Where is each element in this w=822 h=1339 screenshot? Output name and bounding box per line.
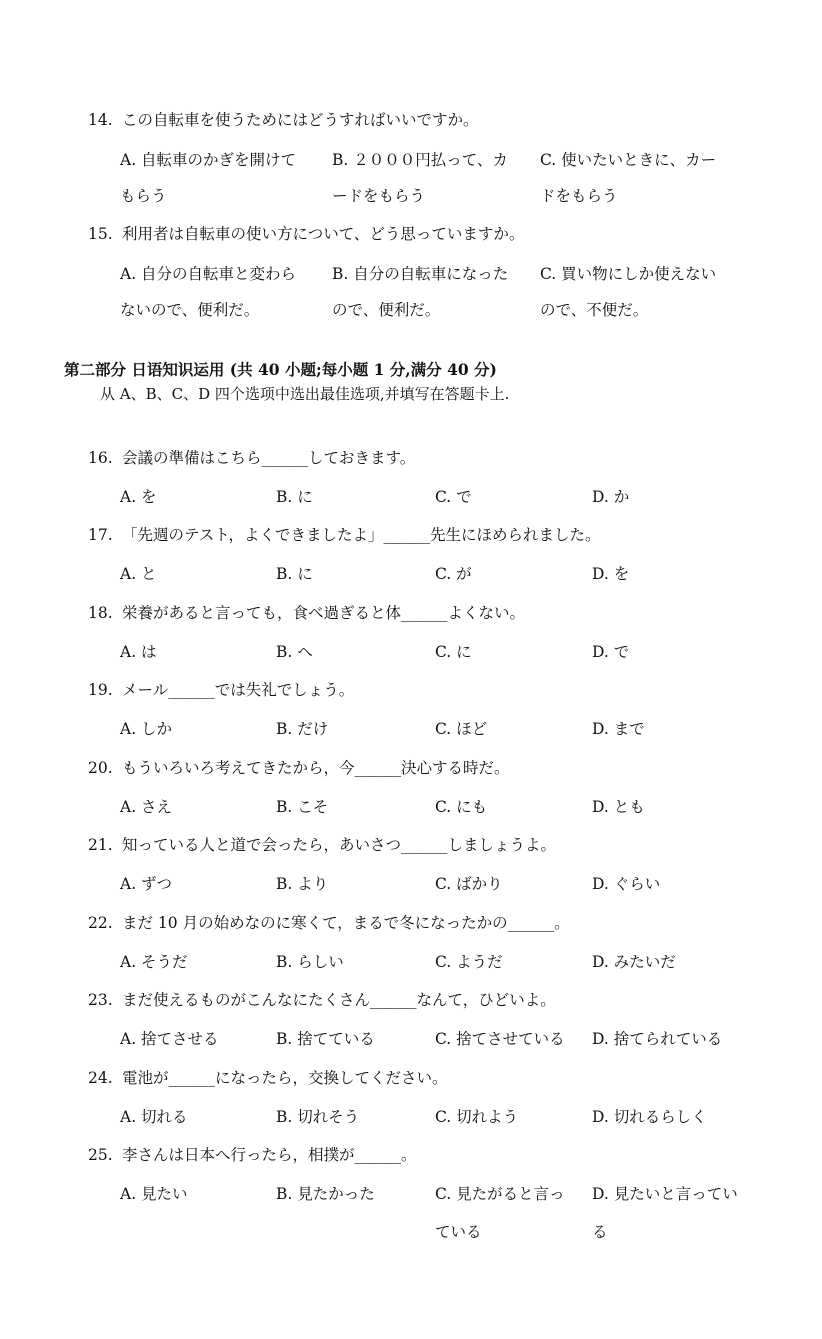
question-17 — [88, 523, 601, 545]
option-c: C. に — [435, 643, 472, 661]
option-d: D. 捨てられている — [592, 1030, 723, 1048]
option-b: B. 捨てている — [276, 1030, 375, 1048]
question-number: 17. — [88, 526, 113, 544]
question-number: 22. — [88, 914, 113, 932]
option-b: B. へ — [276, 643, 313, 661]
option-b-line1: B. 自分の自転車になった — [332, 265, 509, 283]
option-b: B. 見たかった — [276, 1185, 375, 1203]
option-d: D. か — [592, 488, 630, 506]
option-d: D. とも — [592, 798, 645, 816]
option-b-line2: ードをもらう — [332, 187, 426, 205]
option-a: A. と — [120, 565, 157, 583]
question-15 — [88, 222, 524, 244]
option-c: C. ようだ — [435, 953, 503, 971]
question-stem: 知っている人と道で会ったら，あいさつ______しましょうよ。 — [122, 836, 557, 854]
question-stem: 栄養があると言っても，食べ過ぎると体______よくない。 — [122, 604, 526, 622]
option-a: A. ずつ — [120, 875, 173, 893]
question-20 — [88, 756, 510, 778]
question-16 — [88, 446, 415, 468]
option-b-line1: B. ２０００円払って、カ — [332, 151, 508, 169]
option-c-line1: C. 見たがると言っ — [435, 1185, 565, 1203]
question-number: 24. — [88, 1069, 113, 1087]
question-stem: 李さんは日本へ行ったら，相撲が______。 — [122, 1146, 417, 1164]
question-25 — [88, 1143, 417, 1165]
question-19 — [88, 678, 354, 700]
option-d: D. みたいだ — [592, 953, 676, 971]
question-23 — [88, 988, 556, 1010]
question-stem: 利用者は自転車の使い方について、どう思っていますか。 — [122, 225, 525, 243]
question-stem: もういろいろ考えてきたから，今______決心する時だ。 — [122, 759, 510, 777]
option-a: A. そうだ — [120, 953, 188, 971]
option-b: B. だけ — [276, 720, 329, 738]
question-22 — [88, 911, 570, 933]
question-number: 16. — [88, 449, 113, 467]
option-c: C. 切れよう — [435, 1108, 519, 1126]
question-stem: まだ使えるものがこんなにたくさん______なんて，ひどいよ。 — [122, 991, 556, 1009]
option-c: C. ばかり — [435, 875, 503, 893]
option-a-line2: ないので、便利だ。 — [120, 301, 260, 319]
question-24 — [88, 1066, 448, 1088]
question-14 — [88, 108, 479, 130]
option-b: B. に — [276, 565, 313, 583]
option-d: D. 切れるらしく — [592, 1108, 707, 1126]
option-a: A. は — [120, 643, 157, 661]
option-b: B. より — [276, 875, 329, 893]
question-number: 21. — [88, 836, 113, 854]
question-number: 18. — [88, 604, 113, 622]
option-c-line2: ドをもらう — [540, 187, 618, 205]
option-d: D. ぐらい — [592, 875, 661, 893]
option-a-line1: A. 自転車のかぎを開けて — [120, 151, 297, 169]
question-21 — [88, 833, 556, 855]
question-number: 23. — [88, 991, 113, 1009]
question-stem: メール______では失礼でしょう。 — [122, 681, 355, 699]
question-number: 15. — [88, 225, 113, 243]
question-number: 20. — [88, 759, 113, 777]
option-b: B. に — [276, 488, 313, 506]
option-c: C. で — [435, 488, 472, 506]
question-number: 25. — [88, 1146, 113, 1164]
question-number: 19. — [88, 681, 113, 699]
question-18 — [88, 601, 525, 623]
option-a: A. しか — [120, 720, 173, 738]
option-b: B. らしい — [276, 953, 344, 971]
option-c: C. が — [435, 565, 472, 583]
option-c-line2: ので、不便だ。 — [540, 301, 649, 319]
question-stem: 会議の準備はこちら______しておきます。 — [122, 449, 416, 467]
option-d: D. を — [592, 565, 630, 583]
option-d: D. で — [592, 643, 630, 661]
option-a: A. 切れる — [120, 1108, 188, 1126]
question-stem: まだ 10 月の始めなのに寒くて，まるで冬になったかの______。 — [122, 914, 570, 932]
option-c-line2: ている — [435, 1223, 482, 1241]
option-c: C. 捨てさせている — [435, 1030, 565, 1048]
option-a: A. 見たい — [120, 1185, 188, 1203]
section-instruction: 从 A、B、C、D 四个选项中选出最佳选项,并填写在答题卡上. — [100, 385, 510, 403]
question-stem: 電池が______になったら，交換してください。 — [122, 1069, 448, 1087]
question-number: 14. — [88, 111, 113, 129]
question-stem: この自転車を使うためにはどうすればいいですか。 — [122, 111, 479, 129]
option-a: A. さえ — [120, 798, 173, 816]
option-a: A. を — [120, 488, 157, 506]
option-b: B. 切れそう — [276, 1108, 360, 1126]
option-c-line1: C. 買い物にしか使えない — [540, 265, 717, 283]
option-b: B. こそ — [276, 798, 329, 816]
option-a-line1: A. 自分の自転車と変わら — [120, 265, 297, 283]
option-d-line2: る — [592, 1223, 608, 1241]
option-d-line1: D. 見たいと言ってい — [592, 1185, 738, 1203]
option-c-line1: C. 使いたいときに、カー — [540, 151, 717, 169]
question-stem: 「先週のテスト，よくできましたよ」______先生にほめられました。 — [122, 526, 601, 544]
section-title: 第二部分 日语知识运用 (共 40 小题;每小题 1 分,满分 40 分) — [64, 360, 497, 379]
option-a: A. 捨てさせる — [120, 1030, 219, 1048]
option-d: D. まで — [592, 720, 645, 738]
option-b-line2: ので、便利だ。 — [332, 301, 441, 319]
option-c: C. にも — [435, 798, 488, 816]
option-a-line2: もらう — [120, 187, 167, 205]
option-c: C. ほど — [435, 720, 488, 738]
